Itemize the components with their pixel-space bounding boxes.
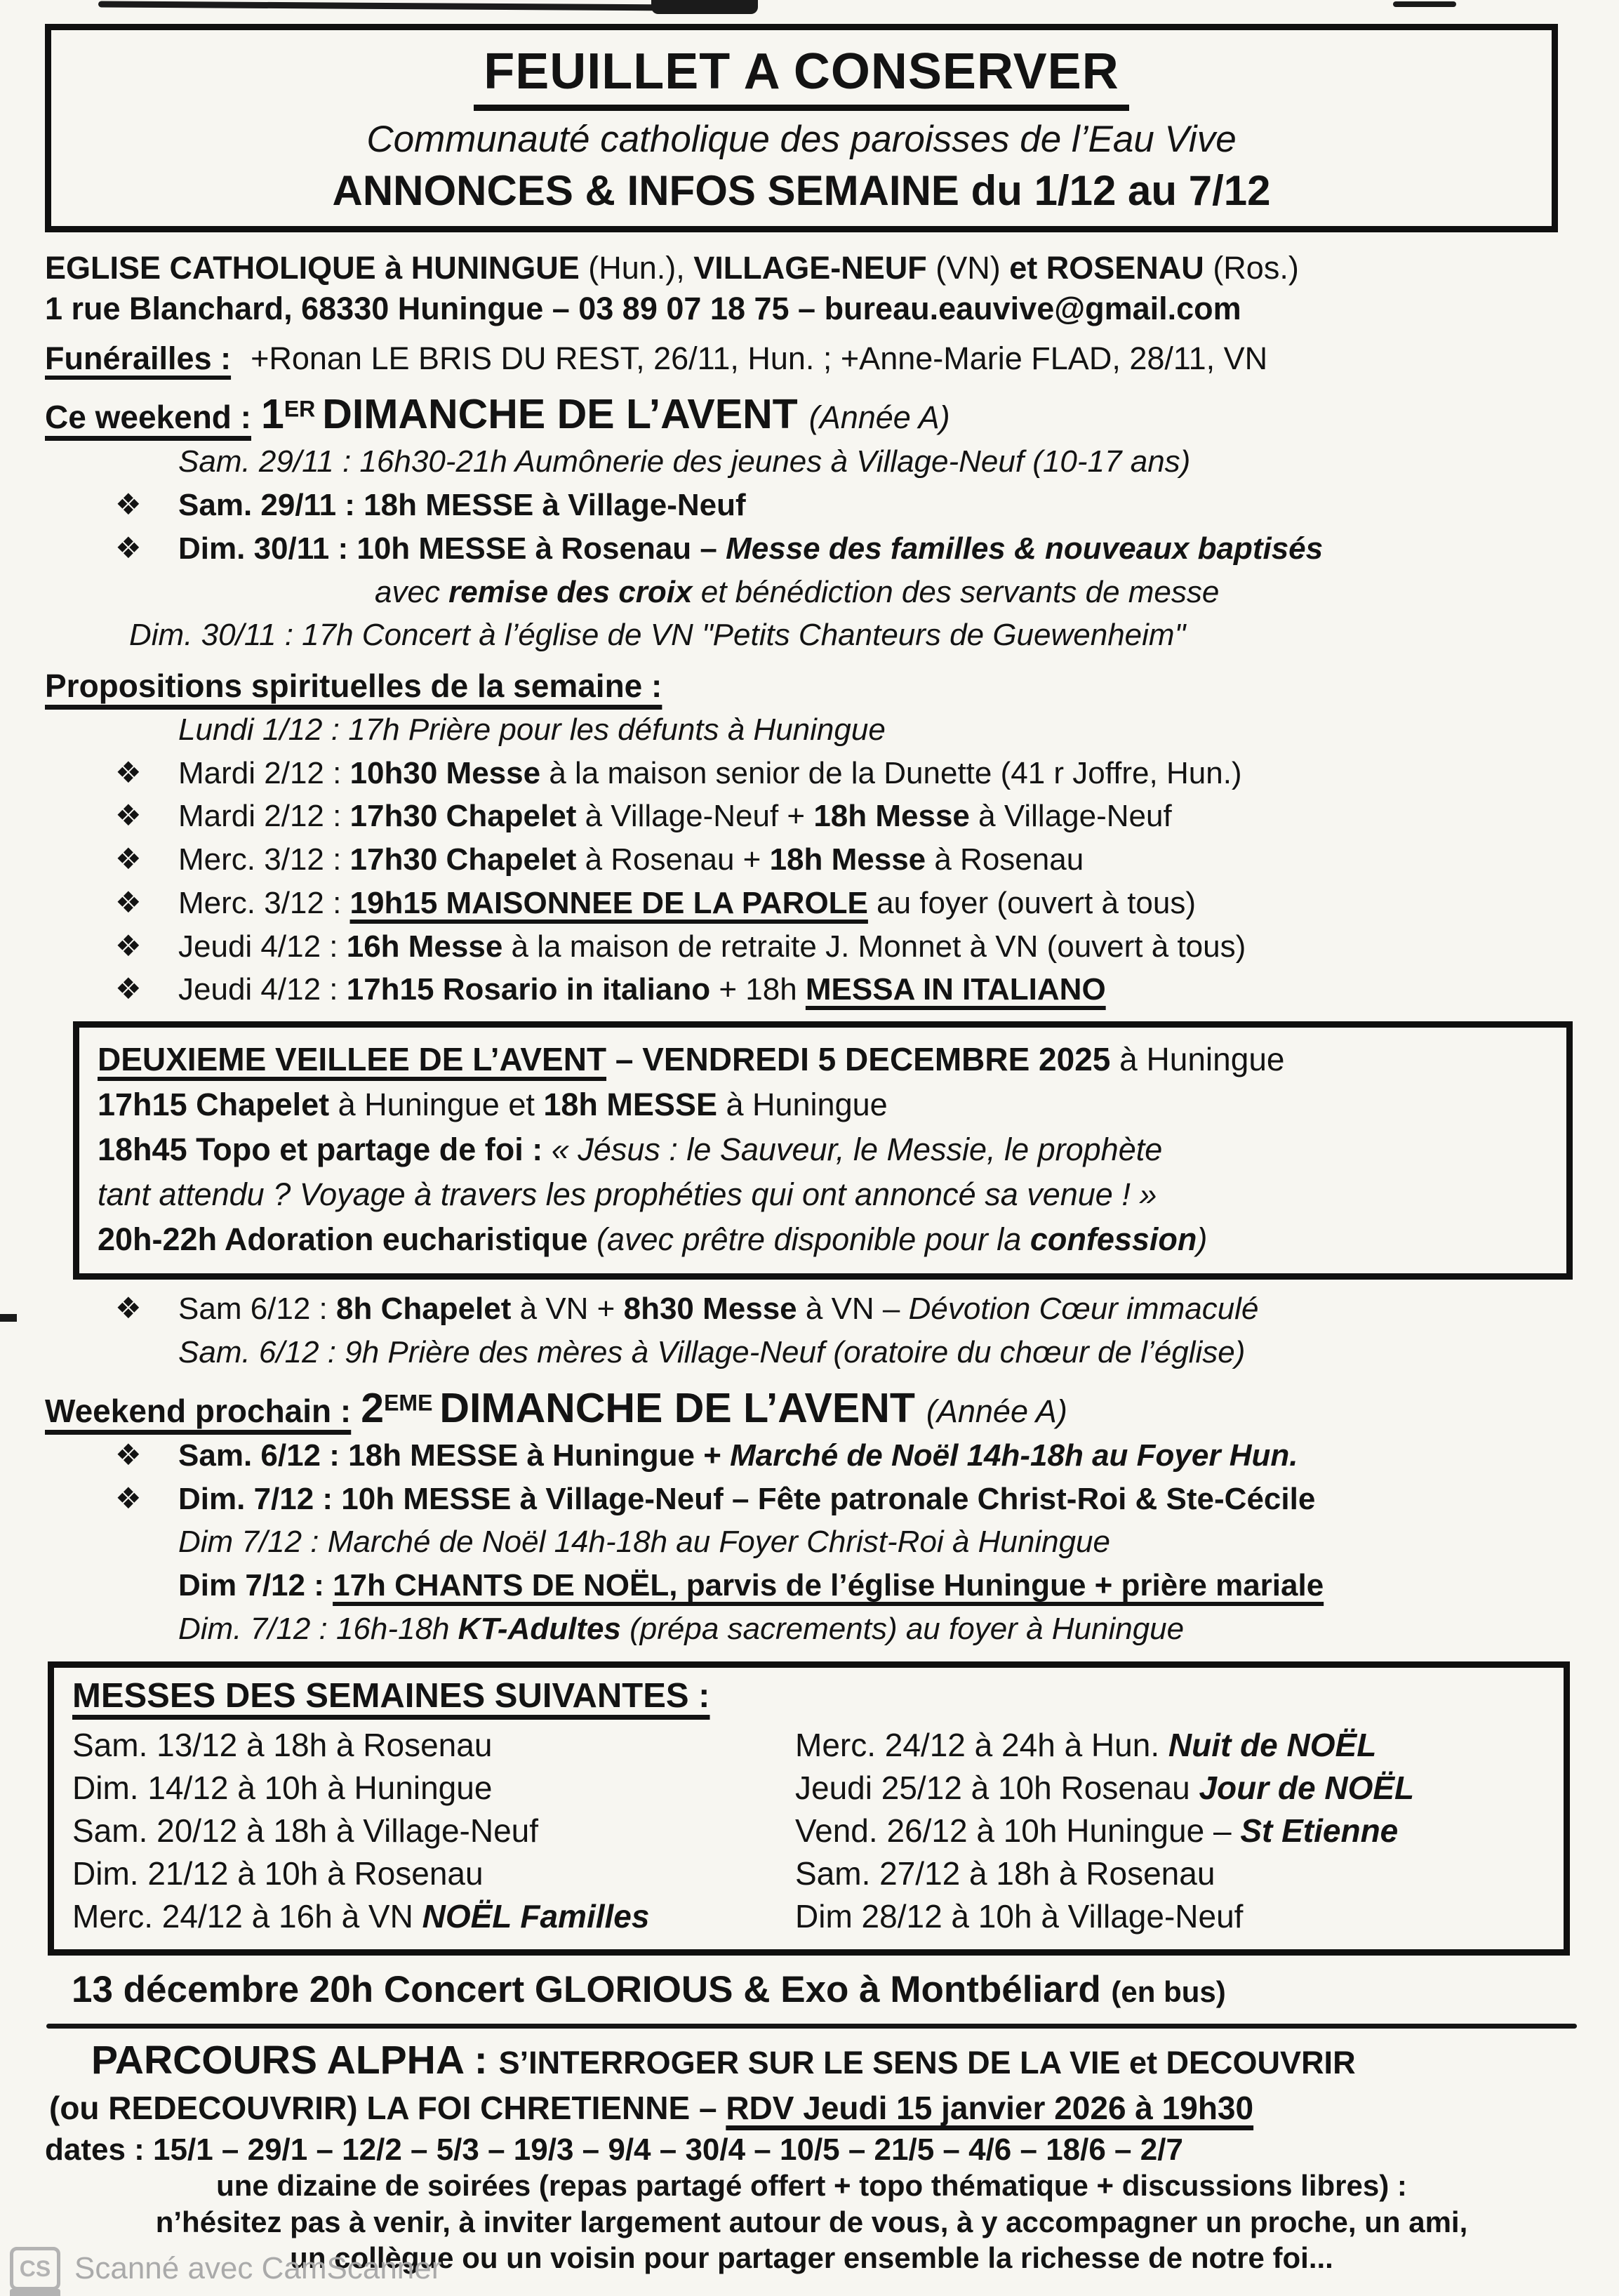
event-text: Dim 7/12 : <box>178 1567 333 1602</box>
alpha-rdv: RDV Jeudi 15 janvier 2026 à 19h30 <box>726 2090 1254 2127</box>
section-divider <box>46 2024 1577 2029</box>
event-line <box>45 1608 1578 1651</box>
event-text: Sam. 29/11 : 18h MESSE à Village-Neuf <box>178 488 746 523</box>
diamond-bullet-icon: ❖ <box>115 885 142 919</box>
event-text: ) <box>1197 1221 1208 1258</box>
alpha-note: une dizaine de soirées (repas partagé offert + topo thématique + discussions libres) : <box>216 2169 1407 2203</box>
header-box <box>45 24 1558 232</box>
veillee-title <box>98 1037 1548 1082</box>
upcoming-masses-title: MESSES DES SEMAINES SUIVANTES : <box>72 1677 710 1716</box>
section-this-weekend-heading <box>45 390 1578 438</box>
mass-text: Dim 28/12 à 10h à Village-Neuf <box>795 1897 1244 1935</box>
diamond-bullet-icon: ❖ <box>115 488 142 522</box>
event-text: au foyer (ouvert à tous) <box>867 885 1197 920</box>
alpha-text: (ou REDECOUVRIR) LA FOI CHRETIENNE – <box>49 2090 726 2127</box>
camscanner-logo-base <box>10 2289 60 2296</box>
alpha-line-2 <box>45 2089 1578 2127</box>
mass-text: Dim. 14/12 à 10h à Huningue <box>72 1770 493 1807</box>
address-line: 1 rue Blanchard, 68330 Huningue – 03 89 07 18 75 – bureau.eauvive@gmail.com <box>45 291 1241 327</box>
event-text: Sam 6/12 : <box>178 1292 337 1327</box>
event-line <box>45 969 1578 1011</box>
event-line <box>45 795 1578 838</box>
church-names: EGLISE CATHOLIQUE à HUNINGUE <box>45 250 589 286</box>
event-text: Mardi 2/12 : <box>178 799 350 834</box>
page-title: FEUILLET A CONSERVER <box>474 43 1128 111</box>
sunday-ordinal: 2 <box>361 1384 385 1431</box>
mass-row <box>72 1725 795 1767</box>
veillee-title-place: à Huningue <box>1110 1041 1285 1077</box>
funerals-names: +Ronan LE BRIS DU REST, 26/11, Hun. ; +Anne-Marie FLAD, 28/11, VN <box>251 340 1268 377</box>
event-text: Merc. 3/12 : <box>178 842 350 877</box>
event-text: remise des croix <box>448 574 701 609</box>
mass-row <box>72 1896 795 1938</box>
masses-right-column <box>795 1724 1545 1938</box>
event-text: 8h30 Messe <box>623 1292 797 1327</box>
event-text: à Huningue et <box>329 1087 544 1123</box>
church-abbrev: (Hun.), <box>588 250 694 286</box>
sunday-title: DIMANCHE DE L’AVENT <box>439 1384 915 1431</box>
diamond-bullet-icon: ❖ <box>115 755 142 789</box>
mass-text: Dim. 21/12 à 10h à Rosenau <box>72 1854 484 1892</box>
event-text: avec <box>375 574 449 609</box>
alpha-invite-1: n’hésitez pas à venir, à inviter largement autour de vous, à y accompagner un proche, un ami, <box>155 2205 1468 2238</box>
sunday-ordinal: 1 <box>261 391 284 438</box>
scan-artifact <box>651 0 758 14</box>
event-text: à la maison senior de la Dunette (41 r Joffre, Hun.) <box>540 755 1242 790</box>
event-line <box>45 1288 1578 1331</box>
community-subtitle: Communauté catholique des paroisses de l’Eau Vive <box>366 119 1237 160</box>
event-line <box>45 839 1578 882</box>
camscanner-watermark-text: Scanné avec CamScanner <box>74 2251 442 2285</box>
event-text: 8h Chapelet <box>336 1292 512 1327</box>
event-line <box>45 752 1578 795</box>
camscanner-logo-letters: CS <box>19 2255 51 2281</box>
diamond-bullet-icon: ❖ <box>115 842 142 876</box>
event-text: (avec prêtre disponible pour la <box>596 1221 1030 1258</box>
liturgical-year: (Année A) <box>926 1393 1067 1429</box>
event-text: à Rosenau <box>926 842 1084 877</box>
event-text: Marché de Noël 14h-18h au Foyer Hun. <box>730 1438 1298 1473</box>
event-text: 20h-22h Adoration eucharistique <box>98 1221 597 1258</box>
section-next-weekend-heading <box>45 1384 1578 1432</box>
event-text: Messe des familles & nouveaux baptisés <box>726 531 1324 566</box>
event-line <box>98 1082 1548 1127</box>
church-names: et ROSENAU <box>1009 250 1213 286</box>
event-line <box>45 709 1578 752</box>
masses-columns <box>72 1724 1545 1938</box>
mass-text: Sam. 13/12 à 18h à Rosenau <box>72 1727 493 1764</box>
event-text: 10h30 Messe <box>349 755 541 790</box>
scan-artifact <box>0 1314 17 1322</box>
upcoming-masses-box <box>48 1661 1570 1956</box>
veillee-box <box>73 1021 1573 1280</box>
event-text: et bénédiction des servants de messe <box>700 574 1220 609</box>
propositions-label: Propositions spirituelles de la semaine : <box>45 667 662 704</box>
church-names: VILLAGE-NEUF <box>693 250 936 286</box>
mass-text: Merc. 24/12 à 24h à Hun. <box>795 1727 1168 1764</box>
diamond-bullet-icon: ❖ <box>115 1481 142 1515</box>
event-text: Dim. 30/11 : 17h Concert à l’église de VN "Petits Chanteurs de Guewenheim" <box>129 618 1186 653</box>
event-line <box>45 1478 1578 1521</box>
sunday-ordinal-sup: EME <box>384 1390 433 1416</box>
diamond-bullet-icon: ❖ <box>115 929 142 962</box>
event-line <box>45 1521 1578 1564</box>
event-text: KT-Adultes <box>458 1611 621 1646</box>
diamond-bullet-icon: ❖ <box>115 972 142 1006</box>
masses-left-column <box>72 1724 795 1938</box>
event-text: Lundi 1/12 : 17h Prière pour les défunts à Huningue <box>178 712 886 747</box>
event-text: à VN – <box>797 1292 909 1327</box>
event-text: à VN + <box>511 1292 624 1327</box>
mass-row <box>795 1767 1545 1810</box>
diamond-bullet-icon: ❖ <box>115 1438 142 1471</box>
event-text: à Rosenau + <box>576 842 770 877</box>
diamond-bullet-icon: ❖ <box>115 531 142 564</box>
page-title-row <box>65 43 1538 111</box>
mass-feast: Jour de NOËL <box>1199 1770 1415 1807</box>
event-text: Dim 7/12 : Marché de Noël 14h-18h au Foyer Christ-Roi à Huningue <box>178 1525 1110 1560</box>
event-text: 19h15 MAISONNEE DE LA PAROLE <box>349 885 868 920</box>
event-line <box>98 1172 1548 1216</box>
event-text: 16h Messe <box>346 929 503 964</box>
mass-row <box>72 1853 795 1895</box>
event-line <box>98 1127 1548 1172</box>
event-text: MESSA IN ITALIANO <box>805 972 1106 1007</box>
event-line <box>45 882 1578 925</box>
event-line <box>45 1435 1578 1478</box>
alpha-line-1 <box>45 2037 1578 2083</box>
camscanner-watermark <box>10 2247 441 2290</box>
event-text: tant attendu ? Voyage à travers les prophéties qui ont annoncé sa venue ! » <box>98 1176 1157 1213</box>
alpha-dates: dates : 15/1 – 29/1 – 12/2 – 5/3 – 19/3 – 9/4 – 30/4 – 10/5 – 21/5 – 4/6 – 18/6 – 2/7 <box>45 2132 1183 2168</box>
event-line <box>45 614 1578 657</box>
event-text: à Village-Neuf <box>969 799 1172 834</box>
event-line <box>45 1332 1578 1374</box>
event-text: Mardi 2/12 : <box>178 755 350 790</box>
church-abbrev: (VN) <box>935 250 1010 286</box>
camscanner-logo-icon <box>10 2247 60 2290</box>
mass-feast: St Etienne <box>1240 1812 1399 1850</box>
event-text: Dévotion Cœur immaculé <box>908 1292 1259 1327</box>
mass-text: Sam. 27/12 à 18h à Rosenau <box>795 1854 1215 1892</box>
event-text: à Village-Neuf + <box>576 799 814 834</box>
event-text: Dim. 7/12 : 10h MESSE à Village-Neuf – Fête patronale Christ-Roi & Ste-Cécile <box>178 1481 1316 1516</box>
event-text: 18h MESSE <box>543 1087 717 1123</box>
event-text: 17h30 Chapelet <box>349 842 577 877</box>
alpha-text: S’INTERROGER SUR LE SENS DE LA VIE et DECOUVRIR <box>498 2045 1356 2081</box>
event-text: Sam. 29/11 : 16h30-21h Aumônerie des jeunes à Village-Neuf (10-17 ans) <box>178 444 1191 479</box>
veillee-title-date: – VENDREDI 5 DECEMBRE 2025 <box>606 1041 1111 1077</box>
mass-feast: Nuit de NOËL <box>1168 1727 1377 1764</box>
mass-row <box>795 1896 1545 1938</box>
event-line <box>45 484 1578 527</box>
section-propositions-heading <box>45 667 1578 705</box>
event-line <box>45 926 1578 969</box>
event-text: 17h15 Chapelet <box>98 1087 330 1123</box>
diamond-bullet-icon: ❖ <box>115 1292 142 1325</box>
mass-text: Jeudi 25/12 à 10h Rosenau <box>795 1770 1199 1807</box>
event-text: Sam. 6/12 : 18h MESSE à Huningue + <box>178 1438 731 1473</box>
alpha-invite-2: un collègue ou un voisin pour partager ensemble la richesse de notre foi... <box>290 2241 1333 2274</box>
event-line <box>45 441 1578 484</box>
event-text: 17h15 Rosario in italiano <box>346 972 711 1007</box>
concert-bus-note: (en bus) <box>1111 1975 1226 2009</box>
mass-row <box>795 1853 1545 1895</box>
event-text: confession <box>1030 1221 1197 1258</box>
event-text: 18h Messe <box>769 842 926 877</box>
this-weekend-label: Ce weekend : <box>45 399 251 436</box>
event-text: 18h45 Topo et partage de foi : <box>98 1132 552 1168</box>
mass-row <box>795 1725 1545 1767</box>
mass-text: Merc. 24/12 à 16h à VN <box>72 1897 422 1935</box>
concert-text: 13 décembre 20h Concert GLORIOUS & Exo à Montbéliard <box>72 1969 1112 2011</box>
diamond-bullet-icon: ❖ <box>115 799 142 832</box>
liturgical-year: (Année A) <box>808 399 950 436</box>
event-line <box>45 571 1578 614</box>
event-text: à la maison de retraite J. Monnet à VN (ouvert à tous) <box>502 929 1246 964</box>
event-line <box>98 1217 1548 1261</box>
funerals-label: Funérailles : <box>45 340 232 377</box>
mass-row <box>72 1810 795 1852</box>
mass-row <box>72 1767 795 1810</box>
sunday-ordinal-sup: ER <box>284 397 316 423</box>
event-text: Dim. 30/11 : 10h MESSE à Rosenau – <box>178 531 726 566</box>
next-weekend-label: Weekend prochain : <box>45 1392 352 1429</box>
mass-text: Sam. 20/12 à 18h à Village-Neuf <box>72 1812 539 1850</box>
event-text: Sam. 6/12 : 9h Prière des mères à Village-Neuf (oratoire du chœur de l’église) <box>178 1335 1246 1370</box>
church-abbrev: (Ros.) <box>1213 250 1299 286</box>
alpha-title: PARCOURS ALPHA : <box>91 2038 499 2083</box>
mass-text: Vend. 26/12 à 10h Huningue – <box>795 1812 1241 1850</box>
event-text: Jeudi 4/12 : <box>178 972 347 1007</box>
event-text: 17h30 Chapelet <box>349 799 577 834</box>
event-text: Dim. 7/12 : 16h-18h <box>178 1611 458 1646</box>
event-text: 18h Messe <box>813 799 970 834</box>
event-text: Merc. 3/12 : <box>178 885 350 920</box>
funerals-line <box>45 337 1578 380</box>
veillee-title-main: DEUXIEME VEILLEE DE L’AVENT <box>98 1041 607 1077</box>
sunday-title: DIMANCHE DE L’AVENT <box>322 391 798 438</box>
event-text: Jeudi 4/12 : <box>178 929 347 964</box>
event-text: 17h CHANTS DE NOËL, parvis de l’église Huningue + prière mariale <box>333 1567 1324 1602</box>
mass-feast: NOËL Familles <box>422 1897 650 1935</box>
mass-row <box>795 1810 1545 1852</box>
event-text: à Huningue <box>717 1087 888 1123</box>
concert-announcement <box>45 1968 1578 2011</box>
event-text: « Jésus : le Sauveur, le Messie, le prophète <box>551 1132 1163 1168</box>
event-text: + 18h <box>710 972 806 1007</box>
event-line <box>45 1565 1578 1607</box>
church-line <box>45 248 1578 288</box>
event-line <box>45 528 1578 571</box>
scan-artifact <box>1393 1 1456 7</box>
event-text: (prépa sacrements) au foyer à Huningue <box>620 1611 1185 1646</box>
week-banner: ANNONCES & INFOS SEMAINE du 1/12 au 7/12 <box>332 167 1271 214</box>
